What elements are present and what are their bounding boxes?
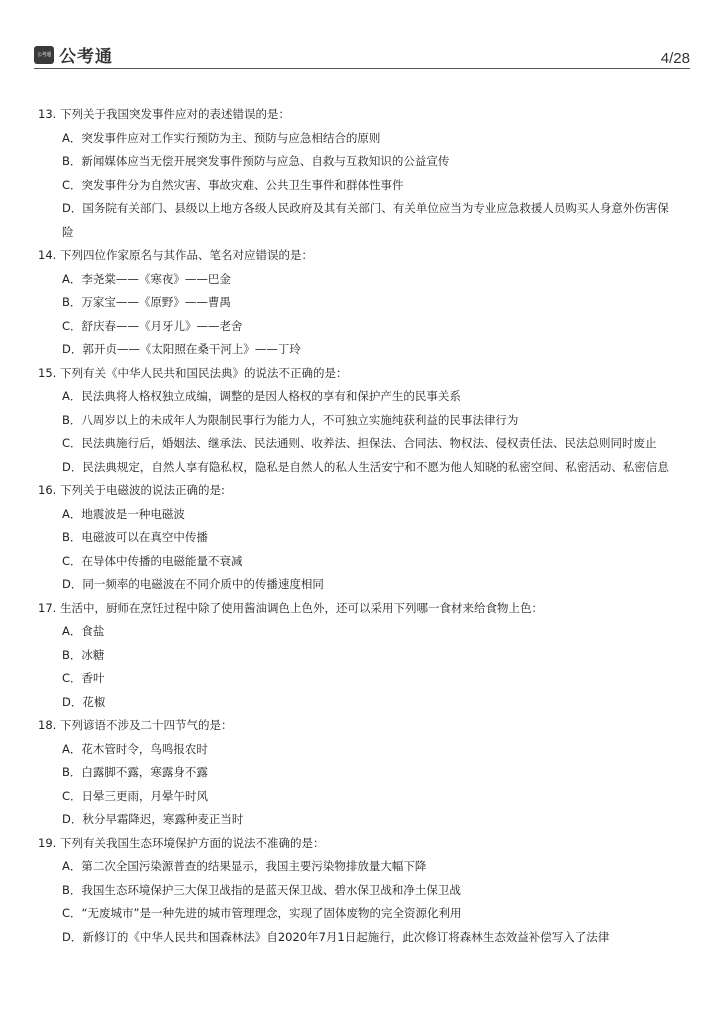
question-option-d: D．民法典规定，自然人享有隐私权，隐私是自然人的私人生活安宁和不愿为他人知晓的私密空间、私密活动、私密信息	[62, 459, 669, 474]
page-header	[34, 38, 690, 69]
logo-icon: 公考通	[34, 46, 54, 64]
question-option-c: C．日晕三更雨，月晕午时风	[62, 788, 209, 803]
question-stem: 15. 下列有关《中华人民共和国民法典》的说法不正确的是：	[38, 365, 348, 380]
question-option-a: A．第二次全国污染源普查的结果显示，我国主要污染物排放量大幅下降	[62, 859, 427, 873]
question-option-d: D．花椒	[62, 694, 106, 709]
question-option-c: C．“无废城市”是一种先进的城市管理理念，实现了固体废物的完全资源化利用	[62, 906, 462, 920]
question-18	[38, 714, 688, 832]
question-option-a: A．地震波是一种电磁波	[62, 506, 185, 521]
question-option-a: A．李尧棠——《寒夜》——巴金	[62, 271, 231, 286]
question-option-a: A．突发事件应对工作实行预防为主、预防与应急相结合的原则	[62, 130, 381, 145]
question-stem: 16. 下列关于电磁波的说法正确的是:	[38, 483, 225, 497]
question-option-d: D．国务院有关部门、县级以上地方各级人民政府及其有关部门、有关单位应当为专业应急救援人员购买人身意外伤害保	[62, 201, 669, 215]
question-option-c: C．香叶	[62, 671, 105, 685]
question-16	[38, 479, 688, 597]
question-option-d: D．秋分早霜降迟，寒露种麦正当时	[62, 812, 244, 826]
question-option-b: B．新闻媒体应当无偿开展突发事件预防与应急、自救与互救知识的公益宣传	[62, 154, 450, 168]
question-17	[38, 597, 688, 715]
question-option-c: C．民法典施行后，婚姻法、继承法、民法通则、收养法、担保法、合同法、物权法、侵权责任法、民法总则同时废止	[62, 436, 657, 450]
question-option-c: C．在导体中传播的电磁能量不衰减	[62, 553, 243, 568]
question-stem: 18. 下列谚语不涉及二十四节气的是：	[38, 718, 233, 732]
question-13	[38, 103, 688, 244]
question-option-d: D．郭开贞——《太阳照在桑干河上》——丁玲	[62, 342, 301, 356]
question-list	[38, 103, 688, 949]
question-option-d: D．同一频率的电磁波在不同介质中的传播速度相同	[62, 577, 324, 591]
question-option-b: B．万家宝——《原野》——曹禺	[62, 295, 231, 309]
question-option-b: B．电磁波可以在真空中传播	[62, 530, 208, 544]
question-15	[38, 362, 688, 480]
question-stem: 17. 生活中，厨师在烹饪过程中除了使用酱油调色上色外，还可以采用下列哪一食材来给食物上色：	[38, 600, 543, 615]
page-number: 4/28	[660, 50, 690, 67]
question-19	[38, 832, 688, 950]
question-option-b: B．冰糖	[62, 647, 105, 662]
question-stem: 19. 下列有关我国生态环境保护方面的说法不准确的是：	[38, 835, 325, 850]
question-stem: 14. 下列四位作家原名与其作品、笔名对应错误的是：	[38, 248, 313, 262]
question-option-b: B．白露脚不露，寒露身不露	[62, 765, 208, 779]
logo-text: 公考通	[59, 47, 113, 67]
question-option-a: A．民法典将人格权独立成编，调整的是因人格权的享有和保护产生的民事关系	[62, 389, 461, 403]
question-option-d: D．新修订的《中华人民共和国森林法》自2020年7月1日起施行，此次修订将森林生态效益补偿写入了法律	[62, 929, 610, 944]
question-option-a: A．花木管时令，鸟鸣报农时	[62, 741, 208, 756]
question-stem: 13. 下列关于我国突发事件应对的表述错误的是：	[38, 107, 290, 121]
question-option-d-continuation: 险	[62, 224, 74, 239]
question-option-b: B．我国生态环境保护三大保卫战指的是蓝天保卫战、碧水保卫战和净土保卫战	[62, 882, 461, 897]
question-option-c: C．舒庆春——《月牙儿》——老舍	[62, 318, 243, 333]
brand-logo	[34, 42, 113, 67]
question-option-b: B．八周岁以上的未成年人为限制民事行为能力人，不可独立实施纯获利益的民事法律行为	[62, 412, 519, 427]
question-14	[38, 244, 688, 362]
question-option-c: C．突发事件分为自然灾害、事故灾难、公共卫生事件和群体性事件	[62, 177, 404, 192]
question-option-a: A．食盐	[62, 624, 105, 638]
